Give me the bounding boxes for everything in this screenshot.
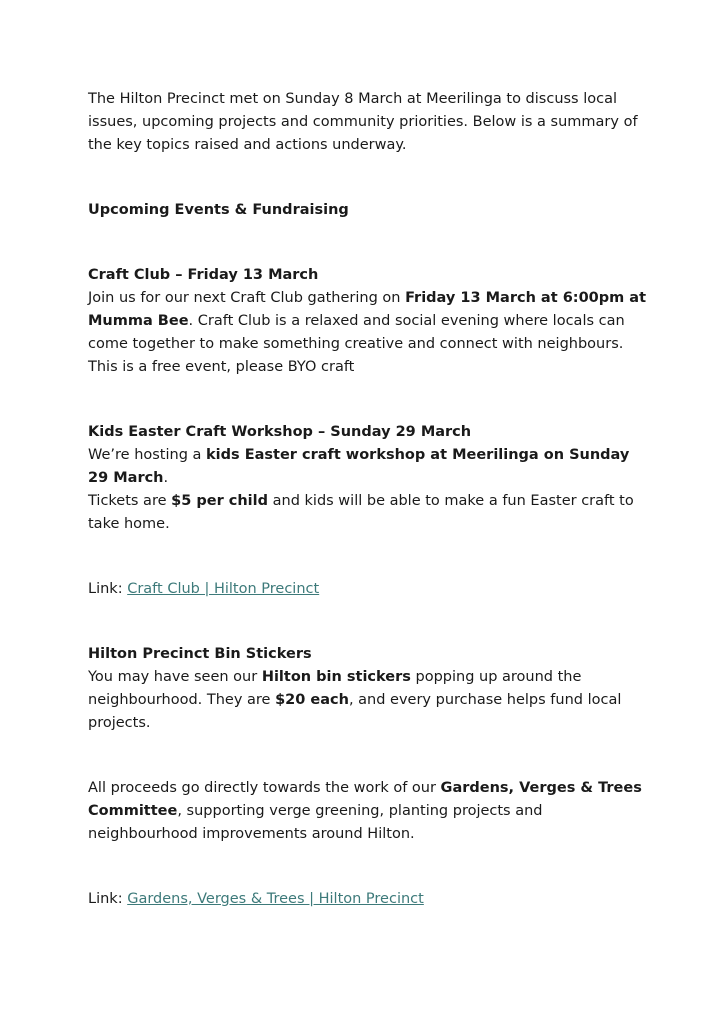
craft-club-link-line <box>88 578 648 601</box>
intro-paragraph: The Hilton Precinct met on Sunday 8 March at Meerilinga to discuss local issues, upcoming projects and community priorities. Below is a summary of the key topics raised and actions underway. <box>88 91 638 153</box>
craft-club-description <box>88 287 648 379</box>
easter-workshop-description <box>88 444 648 490</box>
bins-text-3: , and every purchase helps fund local projects. <box>88 692 622 731</box>
craft-club-link[interactable]: Craft Club | Hilton Precinct <box>127 581 320 597</box>
bins-text-1: You may have seen our <box>88 669 262 685</box>
bin-stickers-title: Hilton Precinct Bin Stickers <box>88 646 312 662</box>
easter-text-4: and kids will be able to make a fun Easter craft to take home. <box>88 493 634 532</box>
bins-text-2: popping up around the neighbourhood. They are <box>88 669 582 708</box>
easter-text-3: Tickets are <box>88 493 172 509</box>
proceeds-text-1: All proceeds go directly towards the work of our <box>88 780 441 796</box>
craft-club-section <box>88 264 648 379</box>
easter-workshop-section <box>88 421 648 536</box>
section-heading: Upcoming Events & Fundraising <box>88 202 349 218</box>
easter-workshop-title: Kids Easter Craft Workshop – Sunday 29 March <box>88 424 472 440</box>
bin-stickers-section <box>88 643 648 735</box>
document-body <box>88 88 648 953</box>
proceeds-text-2: , supporting verge greening, planting projects and neighbourhood improvements around Hilton. <box>88 803 543 842</box>
committee-bold: Gardens, Verges & Trees Committee <box>88 780 642 819</box>
link-prefix: Link: <box>88 891 128 907</box>
proceeds-section <box>88 777 648 846</box>
easter-text-2: . <box>163 470 169 486</box>
craft-club-text-2: . Craft Club is a relaxed and social evening where locals can come together to make something creative and connect with neighbours. This is a free event, please BYO craft <box>88 313 625 375</box>
link-prefix: Link: <box>88 581 128 597</box>
gardens-verges-trees-link[interactable]: Gardens, Verges & Trees | Hilton Precinct <box>127 891 424 907</box>
craft-club-text-1: Join us for our next Craft Club gathering on <box>88 290 406 306</box>
proceeds-paragraph <box>88 777 648 846</box>
easter-workshop-bold: kids Easter craft workshop at Meerilinga on Sunday 29 March <box>88 447 630 486</box>
bins-price-bold: $20 each <box>275 692 349 708</box>
craft-club-title: Craft Club – Friday 13 March <box>88 267 319 283</box>
easter-price-bold: $5 per child <box>171 493 269 509</box>
easter-tickets <box>88 490 648 536</box>
bins-bold-1: Hilton bin stickers <box>261 669 411 685</box>
gardens-link-line <box>88 888 648 911</box>
craft-club-date-bold: Friday 13 March at 6:00pm at Mumma Bee <box>88 290 647 329</box>
bin-stickers-description <box>88 666 648 735</box>
easter-text-1: We’re hosting a <box>88 447 207 463</box>
